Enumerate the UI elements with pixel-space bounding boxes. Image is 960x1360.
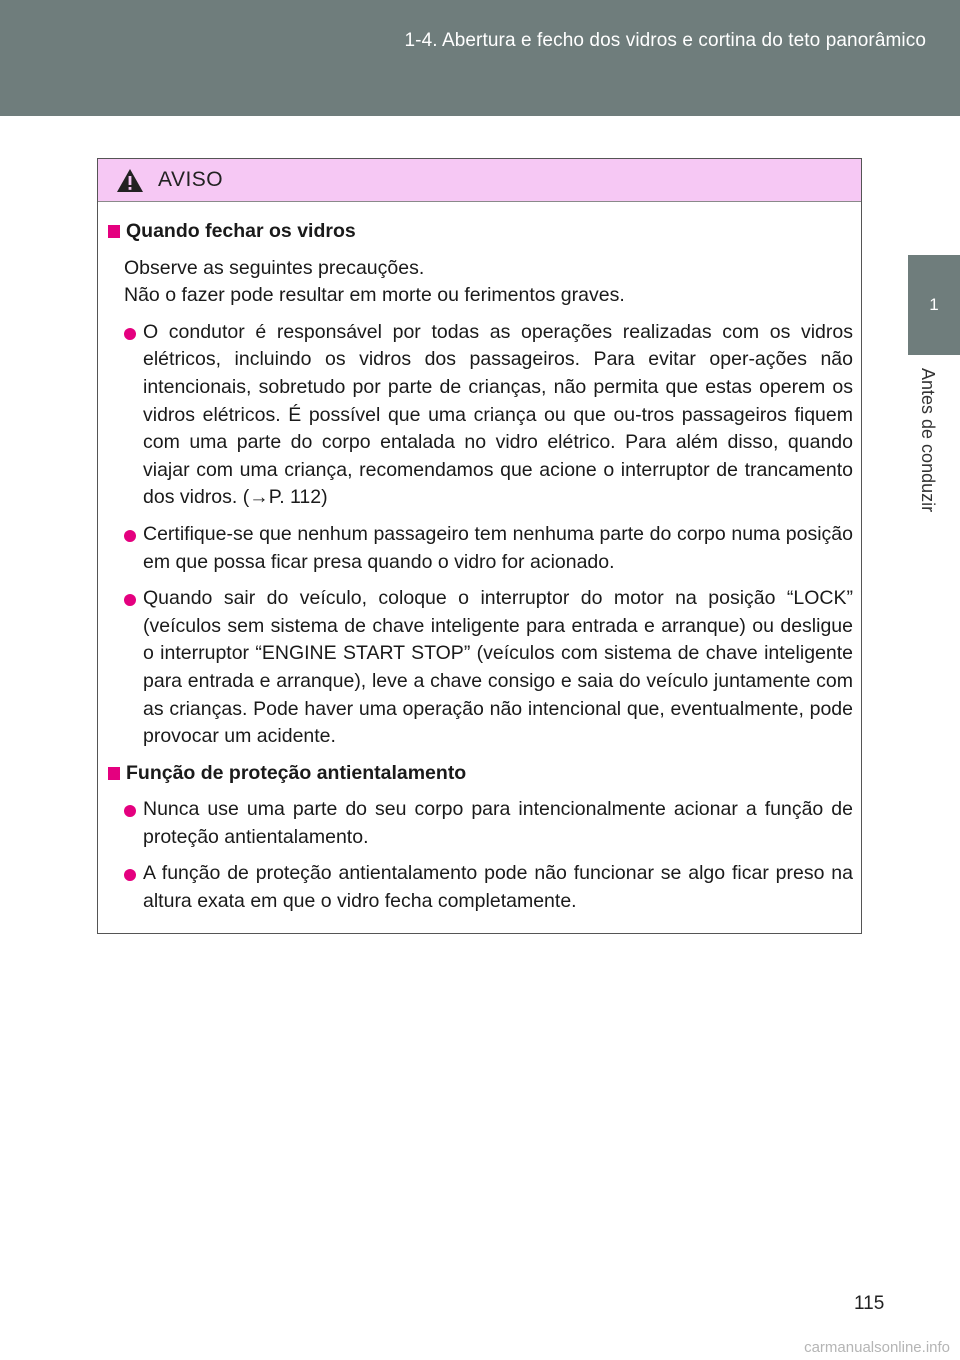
section-title-text: Função de proteção antientalamento	[126, 761, 467, 784]
bullet-item	[108, 860, 853, 915]
square-bullet-icon	[108, 767, 120, 780]
bullet-text: A função de proteção antientalamento pode não funcionar se algo ficar preso na altura exata em que o vidro fecha completamente.	[143, 862, 853, 913]
warning-body	[98, 202, 861, 916]
warning-label: AVISO	[158, 168, 224, 191]
section-title-text: Quando fechar os vidros	[126, 220, 356, 242]
warning-header	[98, 159, 861, 202]
bullet-text: Nunca use uma parte do seu corpo para intencionalmente acionar a função de proteção antientalamento.	[143, 798, 853, 848]
bullet-text: O condutor é responsável por todas as operações realizadas com os vidros elétricos, incluindo os vidros dos passageiros. Para evitar oper-ações não intencionais, sobretudo por parte de crianças, não permita que estas operem os vidros elétricos. É possível que uma criança ou que ou-tros passageiros fiquem com uma parte do corpo entalada no vidro elétrico. Para além disso, quando viajar com uma criança, recomendamos que acione o interruptor de trancamento dos vidros. (→P. 112)	[143, 320, 853, 509]
bullet-text: Quando sair do veículo, coloque o interruptor do motor na posição “LOCK” (veículos sem sistema de chave inteligente para entrada e arranque) ou desligue o interruptor “ENGINE START STOP” (veículos com sistema de chave inteligente para entrada e arranque), leve a chave consigo e saia do veículo juntamente com as crianças. Pode haver uma operação não intencional que, eventualmente, pode provocar um acidente.	[143, 587, 853, 748]
chapter-number: 1	[929, 295, 939, 314]
bullet-text: Certifique-se que nenhum passageiro tem nenhuma parte do corpo numa posição em que possa ficar presa quando o vidro for acionado.	[143, 522, 853, 573]
section-title	[108, 760, 853, 788]
warning-triangle-icon	[116, 168, 144, 193]
bullet-dot-icon	[124, 805, 136, 817]
square-bullet-icon	[108, 225, 120, 238]
paragraph-line: Não o fazer pode resultar em morte ou ferimentos graves.	[124, 284, 625, 307]
bullet-item	[108, 319, 853, 512]
warning-box	[97, 158, 862, 934]
bullet-dot-icon	[124, 530, 136, 542]
bullet-dot-icon	[124, 328, 136, 340]
paragraph-line: Observe as seguintes precauções.	[124, 256, 425, 279]
bullet-dot-icon	[124, 869, 136, 881]
bullet-item	[108, 796, 853, 851]
bullet-item	[108, 521, 853, 576]
section-header-title: 1-4. Abertura e fecho dos vidros e cortina do teto panorâmico	[404, 30, 926, 51]
chapter-label: Antes de conduzir	[918, 368, 938, 513]
watermark: carmanualsonline.info	[804, 1339, 950, 1356]
page-number: 115	[854, 1293, 885, 1314]
bullet-item	[108, 585, 853, 751]
bullet-dot-icon	[124, 594, 136, 606]
chapter-tab	[908, 255, 960, 355]
header-band	[0, 0, 960, 116]
section-title	[108, 218, 853, 246]
